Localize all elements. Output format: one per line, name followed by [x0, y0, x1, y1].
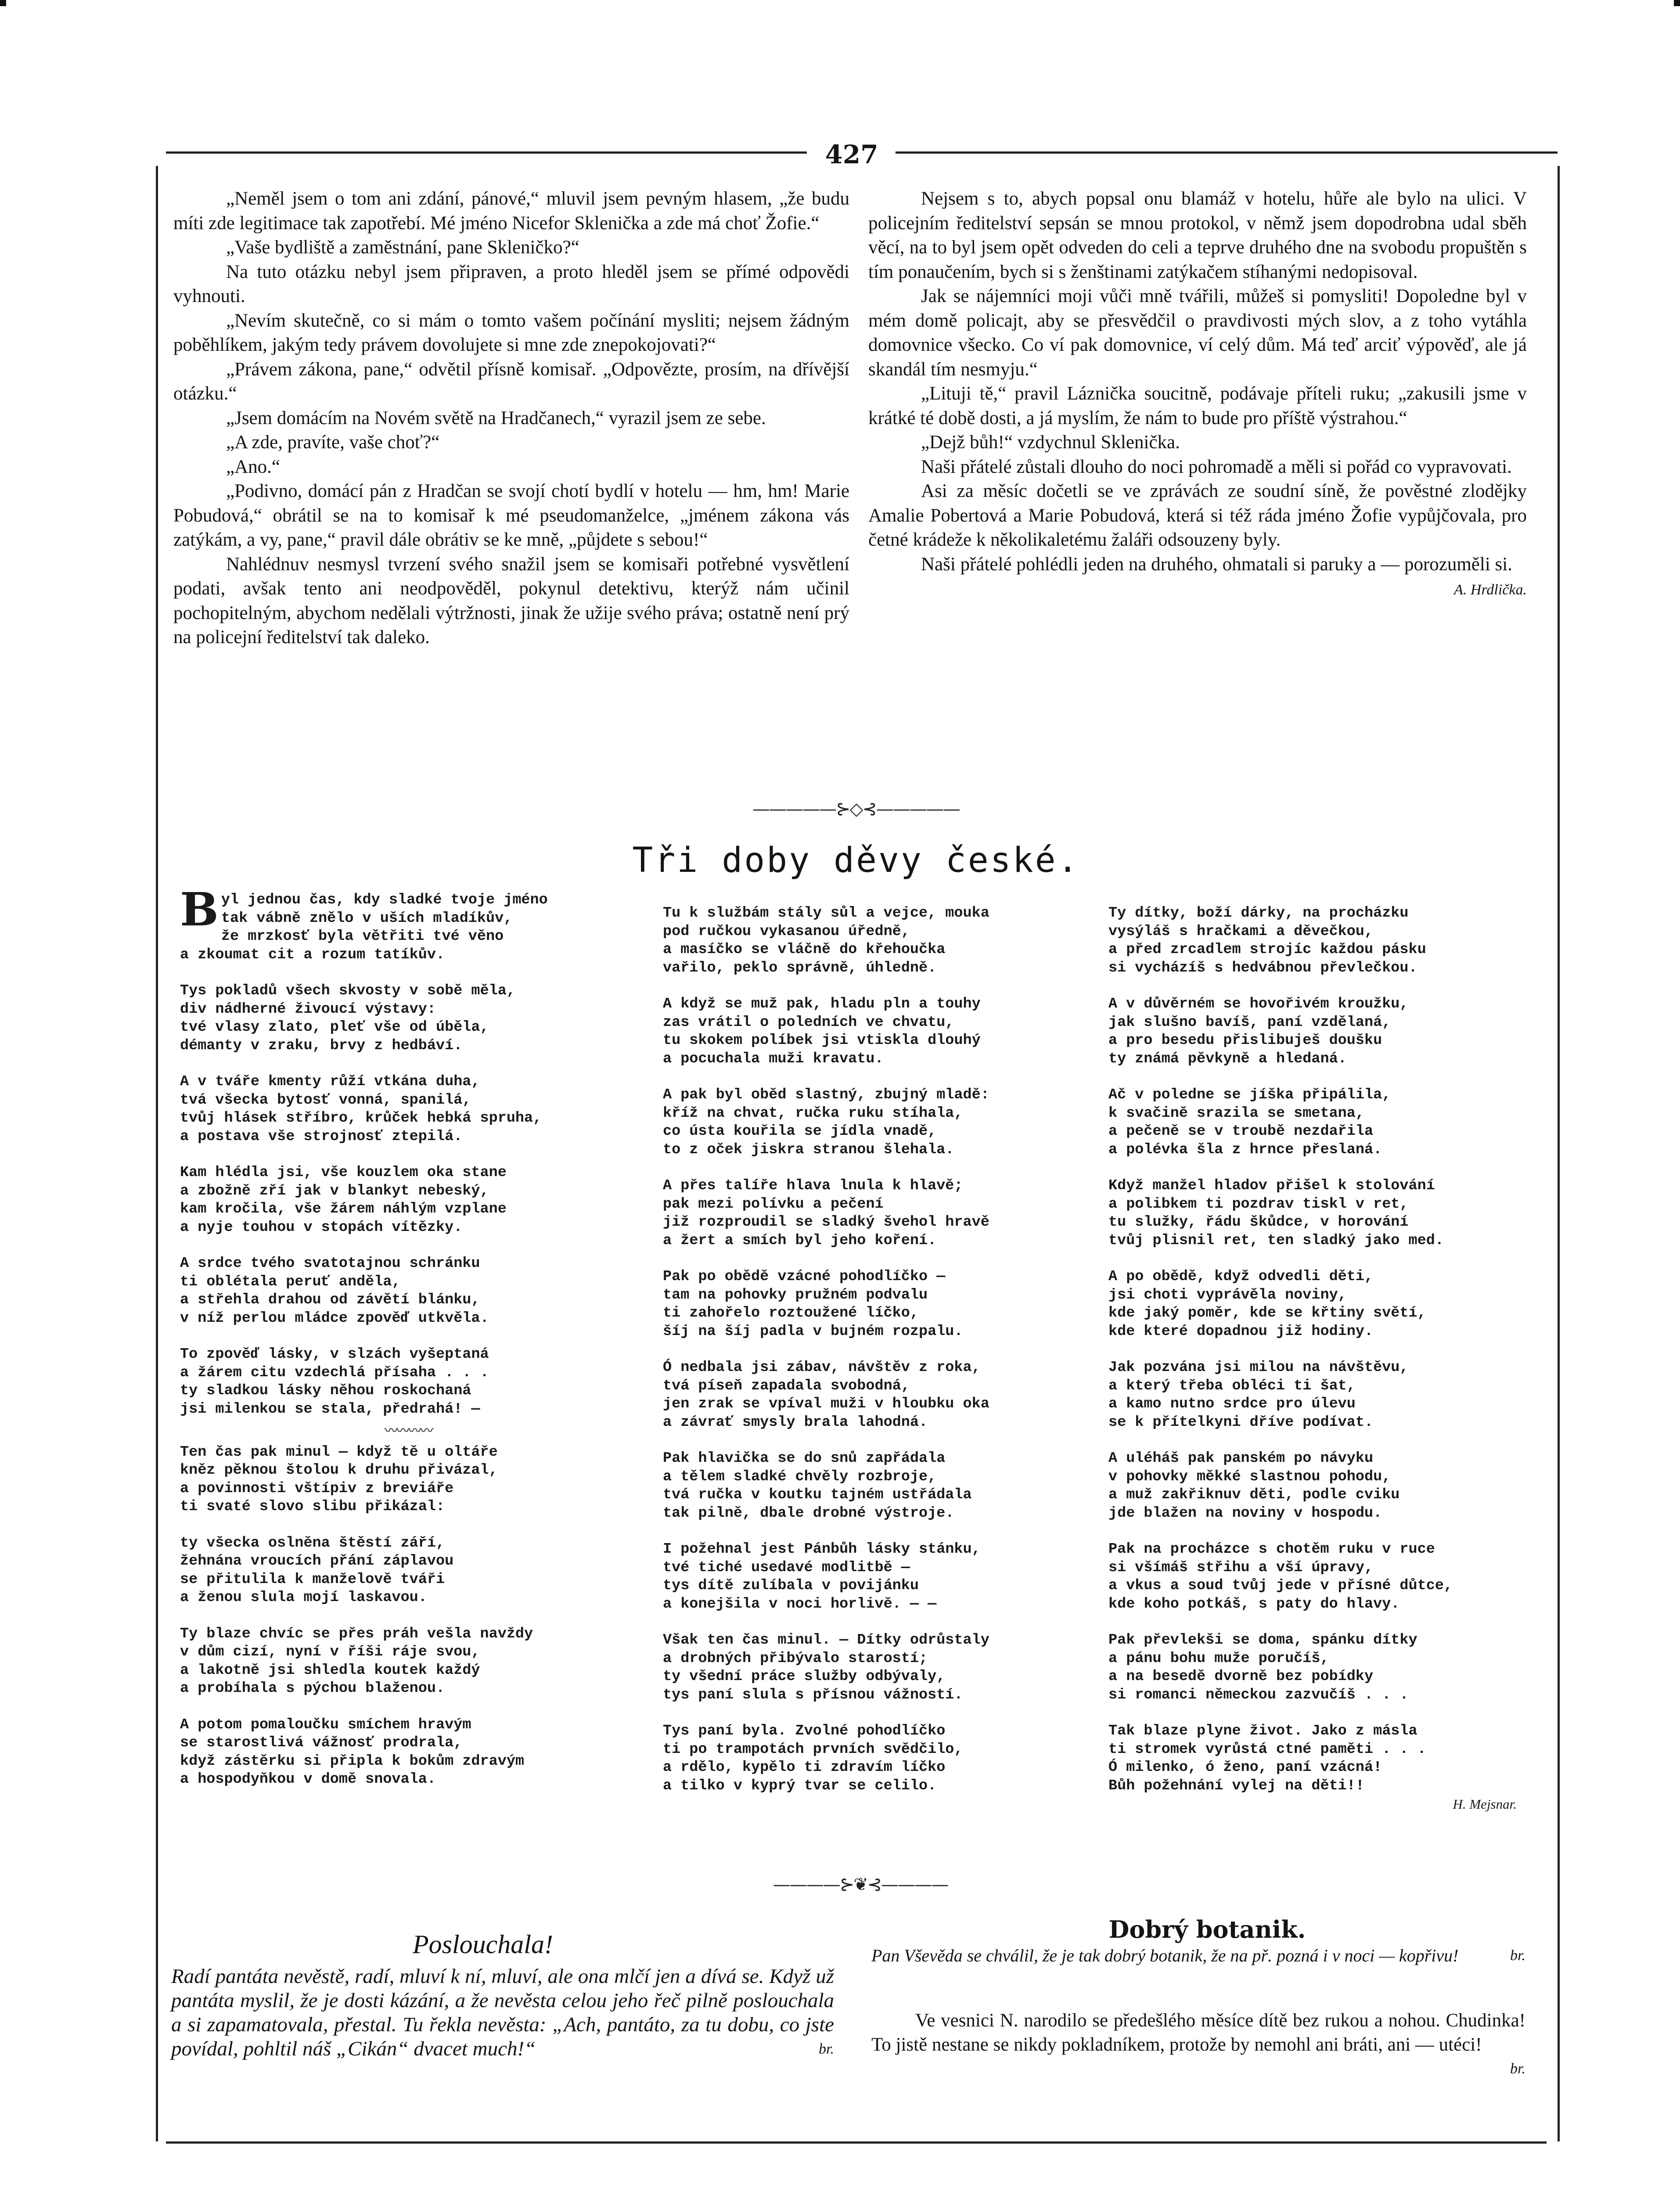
verse-line: a tělem sladké chvěly rozbroje,	[663, 1468, 937, 1485]
verse-line: a střehla drahou od závětí blánku,	[180, 1292, 480, 1308]
verse-line: a drobných přibývalo starostí;	[663, 1650, 928, 1667]
verse-line: Pak převlekši se doma, spánku dítky	[1108, 1632, 1417, 1648]
stanza	[180, 1346, 637, 1418]
verse-line: a závrať smysly brala lahodná.	[663, 1414, 928, 1431]
verse-line: tu služky, řádu škůdce, v horování	[1108, 1214, 1409, 1231]
stanza	[1108, 1086, 1547, 1159]
verse-line: a polévka šla z hrnce přeslaná.	[1108, 1141, 1382, 1158]
bottom-rule	[166, 2141, 1547, 2144]
verse-line: a pečeně se v troubě nezdařila	[1108, 1123, 1374, 1140]
stanza	[663, 904, 1102, 977]
verse-line: šíj na šíj padla v bujném rozpalu.	[663, 1323, 963, 1340]
verse-line: jak slušno bavíš, paní vzdělaná,	[1108, 1014, 1391, 1031]
verse-line: Ač v poledne se jíška připálila,	[1108, 1087, 1391, 1103]
stanza	[180, 882, 637, 964]
anecdote-intro: Pan Vševěda se chválil, že je tak dobrý botanik, že na př. pozná i v noci — kopřivu!	[871, 1946, 1459, 1965]
verse-line: k svačině srazila se smetana,	[1108, 1105, 1364, 1122]
verse-line: Však ten čas minul. — Dítky odrůstaly	[663, 1632, 989, 1648]
corner-mark-top-right	[1674, 0, 1680, 6]
verse-line: tam na pohovky pružném podvalu	[663, 1286, 928, 1303]
verse-line: Pak na procházce s chotěm ruku v ruce	[1108, 1541, 1435, 1558]
verse-line: a pro besedu přislibuješ doušku	[1108, 1032, 1382, 1049]
story-paragraph: „Ano.“	[226, 456, 280, 477]
stanza	[1108, 1268, 1547, 1341]
verse-line: co ústa kouřila se jídla vnadě,	[663, 1123, 937, 1140]
corner-mark-top-left	[0, 0, 6, 6]
verse-line: ty známá pěvkyně a hledaná.	[1108, 1050, 1347, 1067]
verse-line: a konejšila v noci horlivě. — —	[663, 1595, 937, 1612]
poem-column-1	[180, 882, 637, 1807]
verse-line: a polibkem ti pozdrav tiskl v ret,	[1108, 1195, 1409, 1213]
verse-line: tvá ručka v koutku tajném ustřádala	[663, 1486, 972, 1503]
verse-line: ty všední práce služby odbývaly,	[663, 1668, 946, 1685]
verse-line: ti po trampotách prvních svědčilo,	[663, 1741, 963, 1758]
verse-line: již rozproudil se sladký švehol hravě	[663, 1214, 989, 1231]
verse-line: A v důvěrném se hovořivém kroužku,	[1108, 996, 1409, 1012]
frame-right-rule	[1558, 166, 1560, 2141]
stanza	[180, 1716, 637, 1789]
stanza	[180, 1534, 637, 1607]
verse-line: tvé tiché usedavé modlitbě —	[663, 1559, 910, 1576]
verse-line: to z oček jiskra stranou šlehala.	[663, 1141, 954, 1158]
verse-line: ti svaté slovo slibu přikázal:	[180, 1498, 445, 1515]
verse-line: jen zrak se vpíval muži v hloubku oka	[663, 1396, 989, 1412]
verse-line: v níž perlou mládce zpověď utkvěla.	[180, 1310, 489, 1327]
verse-line: Ó nedbala jsi zábav, návštěv z roka,	[663, 1359, 981, 1376]
story-paragraph: „Dejž bůh!“ vzdychnul Sklenička.	[921, 432, 1180, 453]
verse-line: ty sladkou lásky něhou roskochaná	[180, 1382, 471, 1399]
story-paragraph: „Jsem domácím na Novém světě na Hradčanech,“ vyrazil jsem ze sebe.	[226, 407, 766, 428]
verse-line: Tu k službám stály sůl a vejce, mouka	[663, 905, 989, 921]
verse-line: Bůh požehnání vylej na děti!!	[1108, 1777, 1364, 1794]
verse-line: tvůj plisnil ret, ten sladký jako med.	[1108, 1232, 1444, 1249]
verse-line: A srdce tvého svatotajnou schránku	[180, 1255, 480, 1272]
frame-left-rule	[156, 166, 158, 2141]
top-rule-left	[166, 151, 807, 154]
verse-line: a před zrcadlem strojíc každou pásku	[1108, 941, 1426, 958]
verse-line: a hospodyňkou v domě snovala.	[180, 1771, 436, 1788]
verse-line: a nyje touhou v stopách vítězky.	[180, 1219, 463, 1236]
verse-line: Tak blaze plyne život. Jako z másla	[1108, 1723, 1417, 1739]
verse-line: si romanci německou zazvučíš . . .	[1108, 1686, 1409, 1703]
story-paragraph: „A zde, pravíte, vaše choť?“	[226, 432, 440, 453]
verse-line: a kamo nutno srdce pro úlevu	[1108, 1396, 1356, 1412]
verse-line: yl jednou čas, kdy sladké tvoje jméno	[221, 892, 548, 908]
stanza	[663, 1359, 1102, 1432]
anecdote-intro-right	[871, 1945, 1525, 1967]
verse-line: jsi choti vyprávěla noviny,	[1108, 1286, 1347, 1303]
verse-line: a pocuchala muži kravatu.	[663, 1050, 884, 1067]
story-paragraph: Asi za měsíc dočetli se ve zprávách ze soudní síně, že pověstné zlodějky Amalie Pobertová a Marie Pobudová, která si též ráda jméno Žofie vypůjčovala, pro četné krádeže k několikaletému žaláři odsouzeny byly.	[868, 481, 1527, 550]
page-number: 427	[808, 140, 896, 169]
verse-line: tys dítě zulíbala v povijánku	[663, 1577, 919, 1594]
verse-line: a masíčko se vláčně do křehoučka	[663, 941, 946, 958]
story-paragraph: „Neměl jsem o tom ani zdání, pánové,“ mluvil jsem pevným hlasem, „že budu míti zde legitimace tak zapotřebí. Mé jméno Nicefor Sklenička a zde má choť Žofie.“	[173, 188, 849, 234]
verse-line: a zbožně zří jak v blankyt nebeský,	[180, 1182, 489, 1199]
verse-line: ty všecka oslněna štěstí září,	[180, 1534, 445, 1551]
stanza	[1108, 1722, 1547, 1795]
verse-line: se přitulila k manželově tváři	[180, 1571, 445, 1588]
verse-line: tys paní slula s přísnou vážností.	[663, 1686, 963, 1703]
verse-line: A pak byl oběd slastný, zbujný mladě:	[663, 1087, 989, 1103]
verse-line: démanty v zraku, brvy z hedbáví.	[180, 1037, 463, 1054]
verse-line: jde blažen na noviny v hospodu.	[1108, 1504, 1382, 1522]
verse-line: To zpověď lásky, v slzách vyšeptaná	[180, 1346, 489, 1363]
stanza	[1108, 1540, 1547, 1613]
story-paragraph: „Právem zákona, pane,“ odvětil přísně komisař. „Odpovězte, prosím, na dřívější otázku.“	[173, 359, 849, 404]
verse-line: Kam hlédla jsi, vše kouzlem oka stane	[180, 1164, 507, 1181]
verse-line: vysýláš s hračkami a děvečkou,	[1108, 923, 1374, 940]
verse-line: a žert a smích byl jeho koření.	[663, 1232, 937, 1249]
verse-line: a žárem citu vzdechlá přísaha . . .	[180, 1364, 489, 1381]
verse-line: Ó milenko, ó ženo, paní vzácná!	[1108, 1759, 1382, 1776]
verse-line: a který třeba obléci ti šat,	[1108, 1377, 1356, 1394]
verse-line: jsi milenkou se stala, předrahá! —	[180, 1400, 480, 1418]
story-paragraph: Naši přátelé zůstali dlouho do noci pohromadě a měli si pořád co vypravovati.	[921, 456, 1512, 477]
story-paragraph: Jak se nájemníci moji vůči mně tvářili, můžeš si pomysliti! Dopoledne byl v mém domě policajt, aby se přesvědčil o pravdivosti mých slov, a z toho vytáhla domovnice všecko. Co ví pak domovnice, ví celý dům. Má teď arciť výpověď, ale já skandál tím nesmyju.“	[868, 286, 1527, 380]
verse-line: a pánu bohu muže poručíš,	[1108, 1650, 1329, 1667]
verse-line: se starostlivá vážnosť prodrala,	[180, 1734, 463, 1751]
verse-line: kde které dopadnou již hodiny.	[1108, 1323, 1374, 1340]
verse-line: kněz pěknou štolou k druhu přivázal,	[180, 1462, 498, 1479]
stanza	[1108, 1450, 1547, 1522]
stanza	[663, 1177, 1102, 1250]
stanza	[1108, 904, 1547, 977]
verse-line: a vkus a soud tvůj jede v přísné důtce,	[1108, 1577, 1453, 1594]
story-paragraph: Nejsem s to, abych popsal onu blamáž v hotelu, hůře ale bylo na ulici. V policejním ředitelství sepsán se mnou protokol, v němž jsem dopodrobna udal sběh věcí, na to byl jsem opět odveden do celi a teprve druhého dne na svobodu propuštěn s tím ponaučením, bych si s ženštinami zatýkačem stíhanými nedopisoval.	[868, 188, 1527, 282]
stanza	[180, 1625, 637, 1698]
anecdote-title-left: Poslouchala!	[413, 1930, 553, 1959]
stanza	[663, 1631, 1102, 1704]
story-paragraph: Nahlédnuv nesmysl tvrzení svého snažil jsem se komisaři potřebné vysvětlení podati, avšak tento ani neodpověděl, pokynul detektivu, kterýž nám učinil pochopitelným, abychom nedělali výtržnosti, jinak že užije svého práva; ostatně není prý na policejní ředitelství tak daleko.	[173, 554, 849, 648]
verse-line: se k přítelkyni dříve podívat.	[1108, 1414, 1374, 1431]
story-paragraph: „Nevím skutečně, co si mám o tomto vašem počínání mysliti; nejsem žádným poběhlíkem, jakým tedy právem dovolujete si mne zde znepokojovati?“	[173, 310, 849, 355]
stanza	[663, 1086, 1102, 1159]
verse-line: ti stromek vyrůstá ctné paměti . . .	[1108, 1741, 1426, 1758]
verse-line: A v tváře kmenty růží vtkána duha,	[180, 1073, 480, 1090]
verse-line: tvá píseň zapadala svobodná,	[663, 1377, 910, 1394]
verse-line: tu skokem políbek jsi vtiskla dlouhý	[663, 1032, 981, 1049]
verse-line: a na besedě dvorně bez pobídky	[1108, 1668, 1374, 1685]
poem-end-ornament: ————⊱❦⊰————	[773, 1875, 948, 1895]
verse-line: Když manžel hladov přišel k stolování	[1108, 1177, 1435, 1194]
story-paragraph: Naši přátelé pohlédli jeden na druhého, ohmatali si paruky a — porozuměli si.	[921, 554, 1512, 575]
poem-column-3	[1108, 904, 1547, 1814]
verse-line: Pak hlavička se do snů zapřádala	[663, 1450, 946, 1467]
story-right-column	[868, 187, 1527, 602]
verse-line: a lakotně jsi shledla koutek každý	[180, 1662, 480, 1679]
verse-line: pak mezi polívku a pečení	[663, 1195, 884, 1213]
verse-line: tvá všecka bytosť vonná, spanilá,	[180, 1091, 471, 1108]
verse-line: Ty blaze chvíc se přes práh vešla navždy	[180, 1625, 533, 1642]
verse-line: žehnána vroucích přání záplavou	[180, 1553, 454, 1569]
poem-column-2	[663, 904, 1102, 1813]
verse-line: A přes talíře hlava lnula k hlavě;	[663, 1177, 963, 1194]
verse-line: A potom pomaloučku smíchem hravým	[180, 1716, 471, 1733]
story-end-ornament: —————⊱◇⊰—————	[752, 799, 960, 819]
stanza	[1108, 995, 1547, 1068]
verse-line: a postava vše strojnosť ztepilá.	[180, 1128, 463, 1145]
anecdote-text-right	[871, 2008, 1525, 2081]
verse-line: A uléháš pak panském po návyku	[1108, 1450, 1374, 1467]
story-signature: A. Hrdlička.	[1454, 582, 1527, 598]
verse-line: div nádherné živoucí výstavy:	[180, 1000, 436, 1018]
stanza	[663, 1268, 1102, 1341]
verse-line: Jak pozvána jsi milou na návštěvu,	[1108, 1359, 1409, 1376]
anecdote-body: Radí pantáta nevěstě, radí, mluví k ní, mluví, ale ona mlčí jen a dívá se. Když už pantáta myslil, že je dosti kázání, a že nevěsta celou jeho řeč pilně poslouchala a si zapamatovala, přestal. Tu řekla nevěsta: „Ach, pantáto, za tu dobu, co jste povídal, pohltil náš „Cikán“ dvacet much!“	[171, 1965, 834, 2060]
verse-line: a probíhala s pýchou blaženou.	[180, 1680, 445, 1697]
verse-line: si všímáš střihu a vší úpravy,	[1108, 1559, 1374, 1576]
stanza	[1108, 1359, 1547, 1432]
verse-line: A po obědě, když odvedli děti,	[1108, 1268, 1374, 1285]
anecdote-title-right: Dobrý botanik.	[1108, 1915, 1306, 1943]
anecdote-signature: br.	[819, 2041, 834, 2057]
verse-line: kde koho potkáš, s paty do hlavy.	[1108, 1595, 1400, 1612]
verse-line: a rdělo, kypělo ti zdravím líčko	[663, 1759, 946, 1776]
stanza	[180, 1443, 637, 1516]
verse-line: v pohovky měkké slastnou pohodu,	[1108, 1468, 1391, 1485]
verse-line: když zástěrku si připla k bokům zdravým	[180, 1752, 525, 1770]
verse-line: Ty dítky, boží dárky, na procházku	[1108, 905, 1409, 921]
verse-line: kam kročila, vše žárem náhlým vzplane	[180, 1201, 507, 1217]
verse-line: Ten čas pak minul — když tě u oltáře	[180, 1443, 498, 1461]
verse-line: tvůj hlásek stříbro, krůček hebká spruha,	[180, 1110, 542, 1126]
verse-line: vařilo, peklo správně, úhledně.	[663, 959, 937, 976]
drop-cap: B	[180, 882, 219, 936]
verse-line: Tys paní byla. Zvolné pohodlíčko	[663, 1723, 946, 1739]
verse-line: kříž na chvat, ručka ruku stíhala,	[663, 1105, 963, 1122]
top-rule-right	[896, 151, 1558, 154]
verse-line: Pak po obědě vzácné pohodlíčko —	[663, 1268, 946, 1285]
verse-line: a zkoumat cit a rozum tatíkův.	[180, 946, 445, 963]
verse-line: tvé vlasy zlato, pleť vše od úběla,	[180, 1019, 489, 1036]
stanza	[180, 1073, 637, 1146]
verse-line: kde jaký poměr, kde se křtiny světí,	[1108, 1305, 1426, 1321]
anecdote-body: Ve vesnici N. narodilo se předešlého měsíce dítě bez rukou a nohou. Chudinka! To jistě nestane se nikdy pokladníkem, protože by nemohl ani bráti, ani — utéci!	[871, 2010, 1525, 2055]
verse-line: ti oblétala peruť anděla,	[180, 1273, 401, 1290]
verse-line: tak pilně, dbale drobné výstroje.	[663, 1504, 954, 1522]
stanza	[180, 982, 637, 1055]
anecdote-intro-signature: br.	[1510, 1947, 1525, 1964]
stanza	[1108, 1631, 1547, 1704]
stanza	[1108, 1177, 1547, 1250]
poem-signature: H. Mejsnar.	[1453, 1796, 1517, 1812]
story-paragraph: „Lituji tě,“ pravil Láznička soucitně, podávaje příteli ruku; „zakusili jsme v krátké té době dosti, a já myslím, že nám to bude pro příště výstrahou.“	[868, 383, 1527, 428]
stanza	[663, 995, 1102, 1068]
anecdote-text-left	[171, 1965, 834, 2061]
stanza	[663, 1722, 1102, 1795]
poem-title: Tři doby děvy české.	[632, 841, 1080, 880]
verse-line: pod ručkou vykasanou úředně,	[663, 923, 910, 940]
verse-line: A když se muž pak, hladu pln a touhy	[663, 996, 981, 1012]
verse-line: a povinnosti vštípiv z breviáře	[180, 1480, 454, 1497]
verse-line: zas vrátil o poledních ve chvatu,	[663, 1014, 954, 1031]
stanza	[180, 1255, 637, 1328]
verse-line: a ženou slula mojí laskavou.	[180, 1589, 427, 1606]
verse-line: a tilko v kyprý tvar se celilo.	[663, 1777, 937, 1794]
verse-line: a muž zakřiknuv děti, podle cviku	[1108, 1486, 1400, 1503]
stanza	[663, 1540, 1102, 1613]
story-paragraph: Na tuto otázku nebyl jsem připraven, a proto hleděl jsem se přímé odpovědi vyhnouti.	[173, 261, 849, 306]
verse-line: v dům cizí, nyní v říši ráje svou,	[180, 1644, 480, 1660]
verse-line: si vycházíš s hedvábnou převlečkou.	[1108, 959, 1417, 976]
verse-line: tak vábně znělo v uších mladíkův,	[221, 910, 513, 927]
verse-line: ti zahořelo roztoužené líčko,	[663, 1305, 919, 1321]
story-paragraph: „Vaše bydliště a zaměstnání, pane Skleničko?“	[226, 237, 579, 258]
stanza	[663, 1450, 1102, 1522]
stanza	[180, 1164, 637, 1237]
verse-line: I požehnal jest Pánbůh lásky stánku,	[663, 1541, 981, 1558]
verse-line: Tys pokladů všech skvosty v sobě měla,	[180, 982, 515, 999]
verse-line: že mrzkosť byla větřiti tvé věno	[221, 928, 504, 945]
anecdote-signature: br.	[1510, 2061, 1525, 2077]
story-left-column	[173, 187, 849, 650]
story-paragraph: „Podivno, domácí pán z Hradčan se svojí chotí bydlí v hotelu — hm, hm! Marie Pobudová,“ obrátil se na to komisař k mé pseudomanželce, „jménem zákona vás zatýkám, a vy, pane,“ pravil dále obrátiv se ke mně, „půjdete s sebou!“	[173, 481, 849, 550]
section-divider-wave: 〰〰〰〰	[385, 1425, 432, 1439]
